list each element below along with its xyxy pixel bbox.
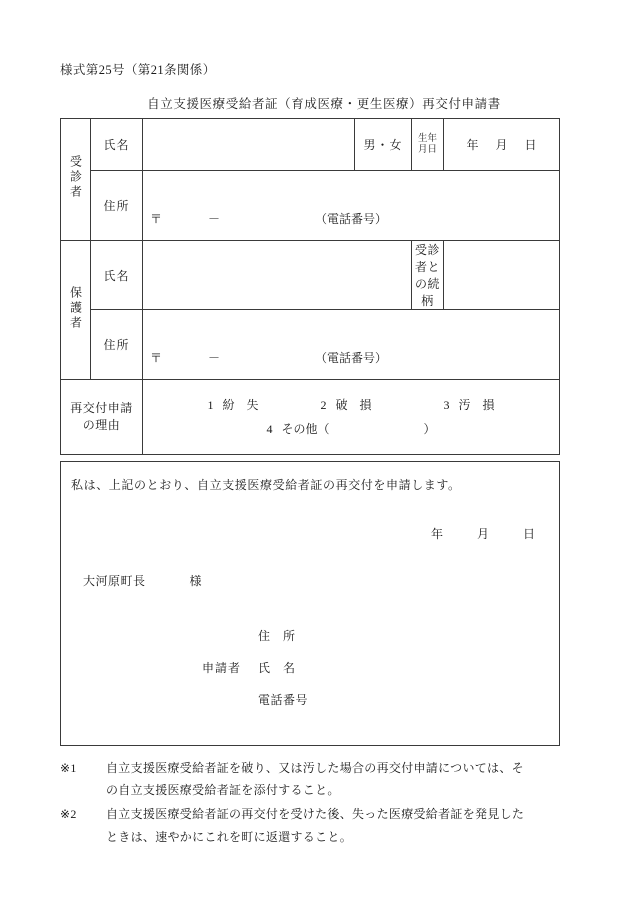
reason-option-1-num: 1: [207, 398, 214, 412]
postal-dash: －: [208, 350, 221, 365]
guardian-phone-label: （電話番号）: [314, 350, 388, 365]
declaration-day-label: 日: [522, 527, 535, 541]
guardian-section-label: [61, 241, 91, 380]
declaration-statement: 私は、上記のとおり、自立支援医療受給者証の再交付を申請します。: [71, 478, 461, 492]
form-number: 様式第25号（第21条関係）: [60, 63, 216, 77]
reason-options-line1: [143, 393, 559, 417]
applicant-address-line: [61, 619, 561, 651]
table-row: [61, 119, 560, 171]
patient-address-input[interactable]: [143, 171, 560, 241]
patient-sex-field[interactable]: 男・女: [355, 119, 412, 171]
guardian-postal-code: [150, 349, 220, 366]
applicant-phone-label: 電話番号: [258, 692, 309, 707]
table-row: [61, 241, 560, 310]
footnote-1-marker: ※1: [60, 761, 77, 775]
reason-option-4-close: ）: [423, 422, 436, 436]
guardian-name-input[interactable]: [143, 241, 412, 310]
dob-year-label: 年: [466, 138, 479, 152]
patient-postal-code: [150, 210, 220, 227]
patient-address-label: 住所: [91, 171, 143, 241]
guardian-address-input[interactable]: [143, 310, 560, 380]
patient-section-label: [61, 119, 91, 241]
patient-name-input[interactable]: [143, 119, 355, 171]
reason-option-1[interactable]: [207, 393, 258, 417]
dob-day-label: 日: [524, 138, 537, 152]
page-title: 自立支援医療受給者証（育成医療・更生医療）再交付申請書: [147, 97, 501, 111]
patient-name-label: 氏名: [91, 119, 143, 171]
reason-option-2[interactable]: [320, 393, 371, 417]
guardian-relation-input[interactable]: [444, 241, 560, 310]
reason-option-3-num: 3: [443, 398, 450, 412]
reason-option-2-num: 2: [320, 398, 327, 412]
declaration-box: [60, 461, 560, 746]
declaration-year-label: 年: [430, 527, 443, 541]
dob-label-line2: 月日: [417, 144, 437, 155]
reason-label-line1: 再交付申請: [70, 400, 133, 415]
applicant-signature-block: [61, 619, 561, 715]
footnotes: [60, 757, 570, 850]
reason-option-4[interactable]: [266, 417, 435, 441]
table-row: [61, 310, 560, 380]
footnote-1-line1: 自立支援医療受給者証を破り、又は汚した場合の再交付申請については、そ: [106, 761, 524, 775]
applicant-name-label: 氏 名: [258, 660, 296, 675]
applicant-address-label: 住 所: [258, 628, 296, 643]
patient-dob-label: [412, 119, 444, 171]
footnote-2: [60, 803, 570, 847]
reason-option-3-text: 汚 損: [458, 398, 495, 412]
reason-option-2-text: 破 損: [335, 398, 372, 412]
footnote-2-line2: ときは、速やかにこれを町に返還すること。: [106, 829, 353, 844]
dob-month-label: 月: [495, 138, 508, 152]
footnote-1-line2: の自立支援医療受給者証を添付すること。: [106, 783, 340, 798]
declaration-addressee: [83, 572, 202, 589]
footnote-1: [60, 757, 570, 801]
table-row: [61, 171, 560, 241]
guardian-relation-label: 受診者との続柄: [412, 241, 444, 310]
reason-option-4-num: 4: [266, 422, 273, 436]
postal-mark-icon: 〒: [150, 211, 163, 226]
addressee-name: 大河原町長: [83, 574, 146, 588]
applicant-prefix: 申請者: [202, 660, 242, 675]
guardian-section-label-text: 保護者: [68, 285, 83, 331]
postal-dash: －: [208, 211, 221, 226]
reason-label-line2: の理由: [82, 418, 121, 432]
reason-options: [143, 380, 560, 455]
guardian-address-label: 住所: [91, 310, 143, 380]
patient-phone-label: （電話番号）: [314, 211, 388, 226]
declaration-month-label: 月: [476, 527, 489, 541]
applicant-phone-line: [61, 683, 561, 715]
dob-label-line1: 生年: [417, 133, 437, 144]
reason-option-3[interactable]: [444, 393, 495, 417]
applicant-name-line: [61, 651, 561, 683]
reason-label: [61, 380, 143, 455]
addressee-honorific: 様: [189, 574, 203, 588]
footnote-2-line1: 自立支援医療受給者証の再交付を受けた後、失った医療受給者証を発見した: [106, 807, 525, 822]
application-table: [60, 118, 560, 455]
patient-dob-input[interactable]: [444, 119, 560, 171]
reason-options-line2: [143, 417, 559, 441]
guardian-name-label: 氏名: [91, 241, 143, 310]
postal-mark-icon: 〒: [150, 350, 163, 365]
reason-option-1-text: 紛 失: [222, 398, 259, 412]
declaration-date[interactable]: [431, 525, 535, 542]
footnote-2-marker: ※2: [60, 807, 77, 822]
table-row: [61, 380, 560, 455]
reason-option-4-text: その他（: [281, 422, 330, 436]
patient-section-label-text: 受診者: [68, 155, 83, 200]
